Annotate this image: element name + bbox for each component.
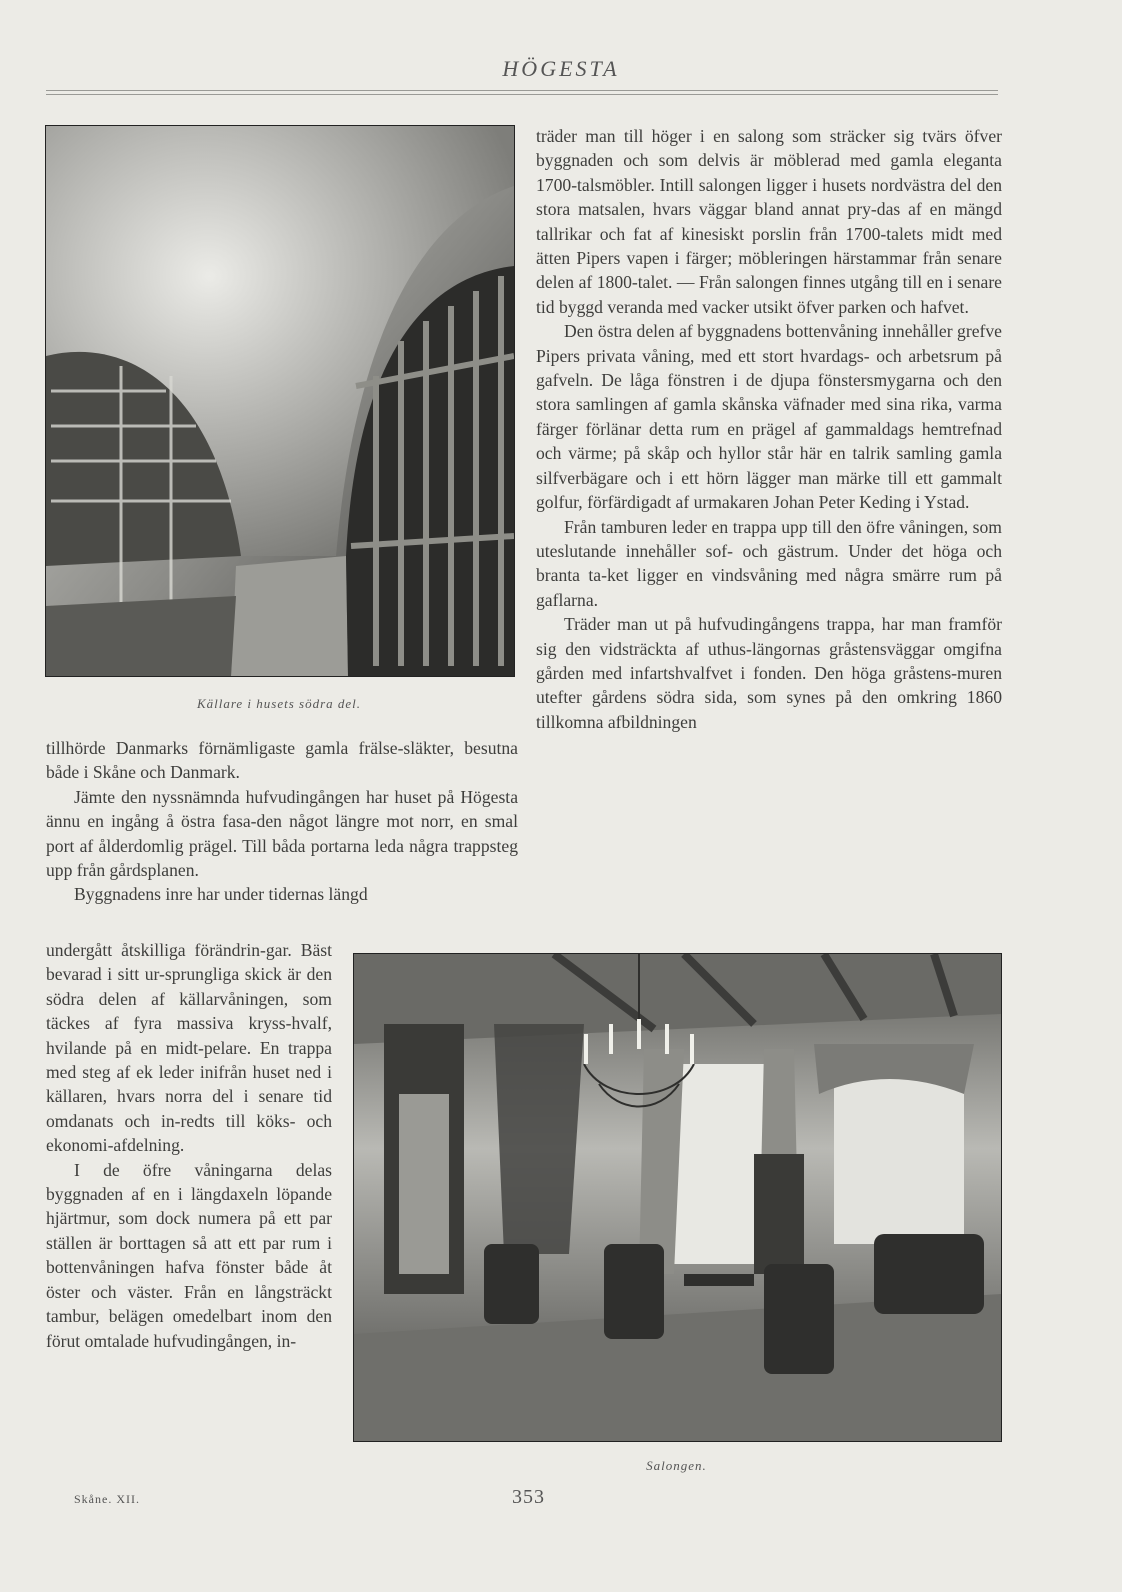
salon-illustration <box>354 954 1001 1441</box>
paragraph: tillhörde Danmarks förnämligaste gamla frälse-släkter, besutna både i Skåne och Danmark. <box>46 738 518 783</box>
header-rule-top <box>46 90 998 91</box>
paragraph: Jämte den nyssnämnda hufvudingången har huset på Högesta ännu en ingång å östra fasa-den något längre mot norr, en smal port af ålderdomlig prägel. Till båda portarna leda några trappsteg upp från gårdsplanen. <box>46 786 518 881</box>
paragraph: Från tamburen leder en trappa upp till den öfre våningen, som uteslutande innehåller sof- och gästrum. Under det höga och branta ta-ket ligger en vindsvåning med några smärre rum på gaflarna. <box>536 516 1002 610</box>
paragraph: Träder man ut på hufvudingångens trappa, har man framför sig den vidsträckta af uthus-längornas gråstensväggar omgifna gården med infartshvalfvet i fonden. Den höga gråstens-muren utefter gårdens södra sida, som synes på den omkring 1860 tillkomna afbildningen <box>536 614 1002 732</box>
figure-cellar-photo <box>45 125 515 677</box>
paragraph: undergått åtskilliga förändrin-gar. Bäst bevarad i sitt ur-sprungliga skick är den södra delen af källarvåningen, som täckes af fyra massiva kryss-hvalf, hvilande på en midt-pelare. En trappa med steg af ek leder inifrån huset ned i källaren, hvars norra del i senare tid omdanats och in-redts till köks- och ekonomi-afdelning. <box>46 940 332 1156</box>
paragraph: Byggnadens inre har under tidernas längd <box>74 884 368 905</box>
paragraph: träder man till höger i en salong som sträcker sig tvärs öfver byggnaden och som delvis är möblerad med gamla eleganta 1700-talsmöbler. Intill salongen ligger i husets nordvästra del den stora matsalen, hvars väggar bland annat pry-das af en mängd tallrikar och fat af kinesiskt porslin från 1700-talets midt med ätten Pipers vapen i färger; möbleringen härstammar från senare delen af 1800-talet. — Från salongen finnes utgång till en i senare tid byggd veranda med vacker utsikt öfver parken och hafvet. <box>536 126 1002 317</box>
right-column <box>536 124 1002 734</box>
figure-cellar-caption: Källare i husets södra del. <box>196 696 362 711</box>
left-column-upper <box>46 736 518 907</box>
page-number: 353 <box>512 1486 545 1508</box>
paragraph: Den östra delen af byggnadens bottenvåning innehåller grefve Pipers privata våning, med ett stort hvardags- och arbetsrum på gafveln. De låga fönstren i de djupa fönstersmygarna och den stora samlingen af gamla skånska väfnader med sina rika, varma färger förlänar detta rum en prägel af gammaldags hemtrefnad och värme; på skåp och hyllor står här en talrik samling gamla silfverbägare och i ett hörn lägger man märke till ett gammalt golfur, förfärdigadt af urmakaren Johan Peter Keding i Ystad. <box>536 321 1002 513</box>
figure-salon-photo <box>353 953 1002 1442</box>
figure-salon-caption: Salongen. <box>646 1458 707 1473</box>
left-column-lower <box>46 938 332 1353</box>
paragraph: I de öfre våningarna delas byggnaden af en i längdaxeln löpande hjärtmur, som dock numera på ett par ställen är borttagen så att ett par rum i bottenvåningen hafva fönster både åt öster och väster. Från en långsträckt tambur, belägen omedelbart inom den förut omtalade hufvudingången, in- <box>46 1159 332 1351</box>
footer-signature: Skåne. XII. <box>74 1492 140 1506</box>
running-title: HÖGESTA <box>502 56 620 81</box>
cellar-illustration <box>46 126 514 676</box>
header-rule-bottom <box>46 94 998 95</box>
